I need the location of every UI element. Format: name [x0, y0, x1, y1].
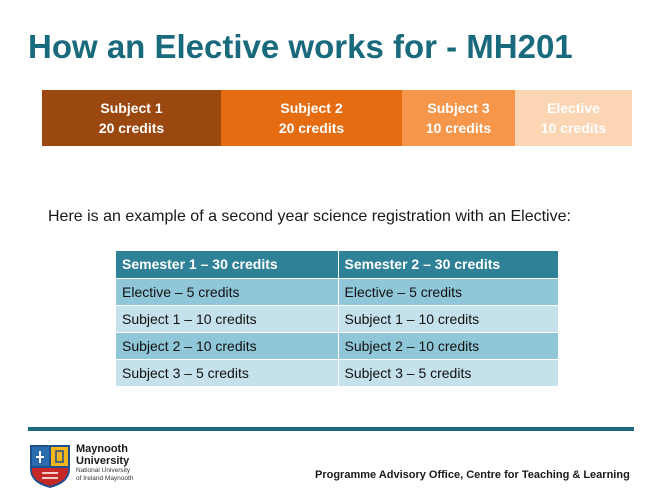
segment-name: Elective [547, 100, 600, 116]
table-row [116, 332, 558, 359]
slide-title: How an Elective works for - MH201 [28, 28, 573, 65]
segment-credits: 10 credits [425, 120, 492, 136]
table-cell: Subject 3 – 5 credits [338, 359, 558, 386]
segment-name: Subject 3 [427, 100, 490, 116]
segment-name: Subject 1 [100, 100, 163, 116]
table-cell: Subject 1 – 10 credits [116, 305, 338, 332]
logo-name-line-2: University [76, 455, 130, 467]
table-header-row [116, 251, 558, 278]
table-row [116, 305, 558, 332]
logo-name-line-1: Maynooth [76, 443, 128, 455]
header-semester-1: Semester 1 – 30 credits [116, 251, 338, 278]
table-cell: Subject 2 – 10 credits [338, 332, 558, 359]
segment-name: Subject 2 [280, 100, 343, 116]
credit-segment-subject-3 [402, 90, 515, 146]
university-logo [28, 443, 178, 489]
table-row [116, 278, 558, 305]
logo-subtitle-line-2: of Ireland Maynooth [76, 475, 134, 482]
credit-segment-subject-1 [42, 90, 221, 146]
segment-credits: 20 credits [98, 120, 165, 136]
university-crest-icon [28, 443, 72, 489]
intro-text: Here is an example of a second year science registration with an Elective: [48, 208, 571, 225]
credit-segment-subject-2 [221, 90, 402, 146]
table-cell: Subject 3 – 5 credits [116, 359, 338, 386]
table-cell: Elective – 5 credits [116, 278, 338, 305]
footer-divider [28, 427, 634, 431]
table-cell: Subject 2 – 10 credits [116, 332, 338, 359]
logo-subtitle-line-1: National University [76, 467, 131, 474]
table-cell: Elective – 5 credits [338, 278, 558, 305]
credit-breakdown-bar [42, 90, 632, 146]
credit-segment-elective [515, 90, 632, 146]
segment-credits: 20 credits [278, 120, 345, 136]
registration-table [116, 251, 559, 387]
segment-credits: 10 credits [540, 120, 607, 136]
table-cell: Subject 1 – 10 credits [338, 305, 558, 332]
header-semester-2: Semester 2 – 30 credits [338, 251, 558, 278]
table-row [116, 359, 558, 386]
footer-text: Programme Advisory Office, Centre for Teaching & Learning [315, 469, 630, 481]
